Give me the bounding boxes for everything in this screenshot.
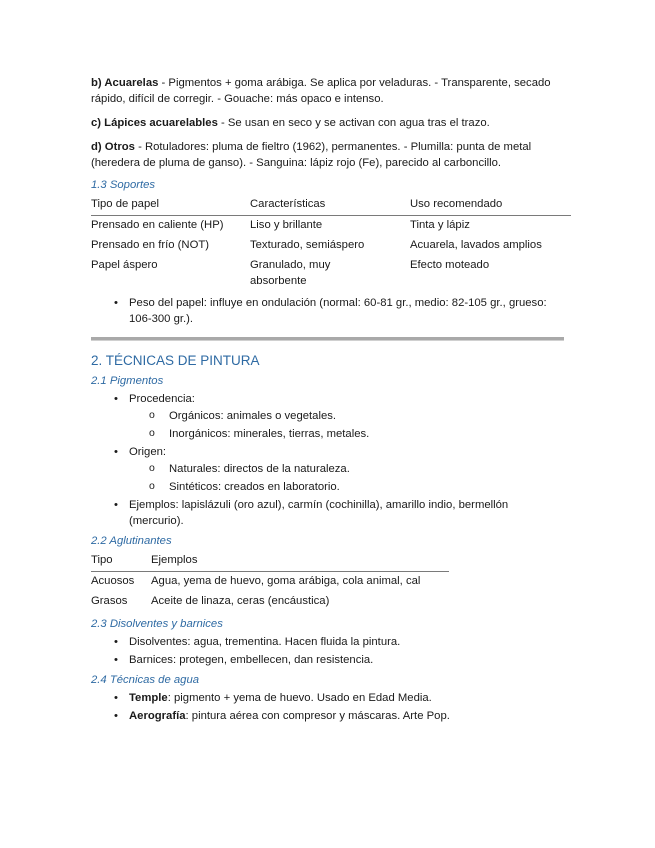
procedencia-label: Procedencia: (129, 393, 195, 405)
soportes-heading: 1.3 Soportes (91, 179, 156, 191)
soportes-bullets (91, 295, 563, 327)
acuarelas-lead: b) Acuarelas (91, 77, 159, 89)
acuarelas-text: - Pigmentos + goma arábiga. Se aplica por veladuras. - Transparente, secado rápido, difícil de corregir. - Gouache: más opaco e intenso. (91, 77, 551, 105)
list-item: • Disolventes: agua, trementina. Hacen fluida la pintura. (91, 634, 563, 650)
table-cell: Agua, yema de huevo, goma arábiga, cola animal, cal (151, 575, 421, 587)
table-cell: Liso y brillante (250, 219, 323, 231)
pigmentos-list (91, 391, 563, 529)
pigmentos-heading: 2.1 Pigmentos (91, 375, 164, 387)
agua-list (91, 690, 563, 724)
table-cell: Prensado en frío (NOT) (91, 239, 210, 251)
table-cell: Texturado, semiáspero (250, 239, 365, 251)
table-row (91, 236, 571, 256)
list-item (91, 690, 563, 706)
aglutinantes-table (91, 551, 449, 612)
sublist-item: o Orgánicos: animales o vegetales. (91, 408, 563, 424)
table-cell: Prensado en caliente (HP) (91, 219, 224, 231)
list-item: • Peso del papel: influye en ondulación (normal: 60-81 gr., medio: 82-105 gr., grueso: 106-300 gr.). (91, 295, 563, 327)
disolventes-list (91, 634, 563, 668)
soportes-table (91, 195, 571, 292)
procedencia-sublist (129, 408, 563, 442)
aglutinantes-heading: 2.2 Aglutinantes (91, 535, 172, 547)
aerografia-text: : pintura aérea con compresor y máscaras. Arte Pop. (185, 710, 450, 722)
list-item (91, 391, 563, 442)
paragraph-lapices (91, 115, 563, 131)
table-header: Ejemplos (151, 554, 198, 566)
table-header-row (91, 551, 449, 572)
table-cell: Grasos (91, 595, 128, 607)
origen-label: Origen: (129, 446, 167, 458)
list-item: • Barnices: protegen, embellecen, dan resistencia. (91, 652, 563, 668)
lapices-text: - Se usan en seco y se activan con agua tras el trazo. (217, 117, 490, 129)
table-cell: Efecto moteado (410, 259, 490, 271)
paragraph-otros (91, 139, 563, 171)
table-header: Tipo (91, 554, 113, 566)
sublist-item: o Sintéticos: creados en laboratorio. (91, 479, 563, 495)
otros-text: - Rotuladores: pluma de fieltro (1962), permanentes. - Plumilla: punta de metal (heredera de pluma de ganso). - Sanguina: lápiz rojo (Fe), parecido al carboncillo. (91, 141, 532, 169)
disolventes-heading: 2.3 Disolventes y barnices (91, 618, 223, 630)
temple-text: : pigmento + yema de huevo. Usado en Edad Media. (167, 692, 432, 704)
table-header: Características (250, 198, 326, 210)
sublist-item: o Naturales: directos de la naturaleza. (91, 461, 563, 477)
list-item: • Ejemplos: lapislázuli (oro azul), carmín (cochinilla), amarillo indio, bermellón (mercurio). (91, 497, 563, 529)
aerografia-lead: Aerografía (129, 710, 186, 722)
table-row (91, 256, 571, 292)
table-header-row (91, 195, 571, 216)
table-cell: Tinta y lápiz (410, 219, 470, 231)
table-row (91, 592, 449, 612)
section-divider (91, 337, 564, 341)
table-row (91, 572, 449, 593)
sublist-item: o Inorgánicos: minerales, tierras, metales. (91, 426, 563, 442)
list-item (91, 444, 563, 495)
lapices-lead: c) Lápices acuarelables (91, 117, 218, 129)
agua-heading: 2.4 Técnicas de agua (91, 674, 200, 686)
table-cell: Aceite de linaza, ceras (encáustica) (151, 595, 330, 607)
table-header: Tipo de papel (91, 198, 160, 210)
temple-lead: Temple (129, 692, 168, 704)
section-title: 2. TÉCNICAS DE PINTURA (91, 353, 260, 368)
table-cell: Papel áspero (91, 259, 158, 271)
table-cell: Acuosos (91, 575, 135, 587)
list-item (91, 708, 563, 724)
table-row (91, 216, 571, 237)
paragraph-acuarelas (91, 75, 563, 107)
origen-sublist (129, 461, 563, 495)
table-header: Uso recomendado (410, 198, 503, 210)
table-cell: Granulado, muy absorbente (250, 259, 331, 287)
table-cell: Acuarela, lavados amplios (410, 239, 542, 251)
otros-lead: d) Otros (91, 141, 135, 153)
